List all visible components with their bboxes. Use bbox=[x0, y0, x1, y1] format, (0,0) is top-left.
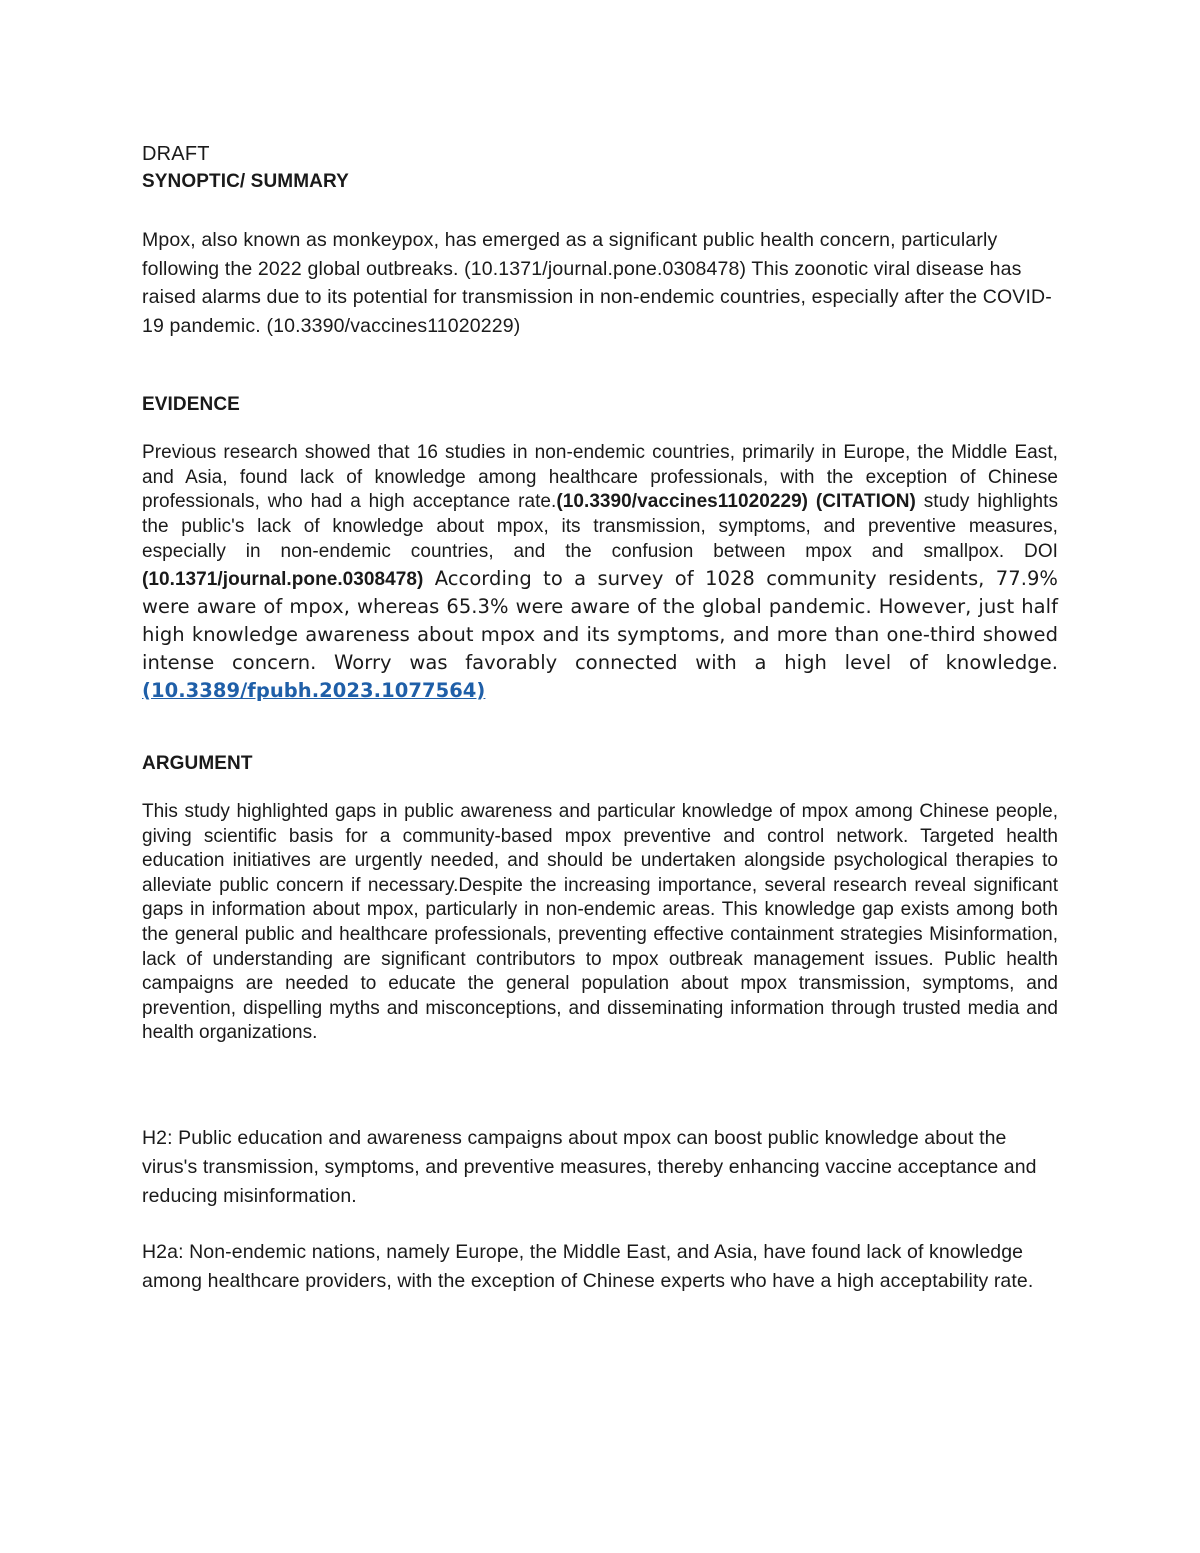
evidence-citation-2: (10.1371/journal.pone.0308478) bbox=[142, 568, 424, 590]
evidence-heading: EVIDENCE bbox=[142, 394, 240, 415]
evidence-citation-1: (10.3390/vaccines11020229) (CITATION) bbox=[556, 491, 916, 513]
hypothesis-h2: H2: Public education and awareness campaigns about mpox can boost public knowledge about the virus's transmission, symptoms, and preventive measures, thereby enhancing vaccine acceptance and reducing misinformation. bbox=[142, 1127, 1037, 1207]
draft-label: DRAFT bbox=[142, 143, 210, 165]
evidence-text-part3: According to a survey of 1028 community residents, 77.9% were aware of mpox, whereas 65.3% were aware of the global pandemic. However, just half high knowledge awareness about mpox and its symptoms, and more than one-third showed intense concern. Worry was favorably connected with a high level of knowledge. bbox=[142, 566, 1058, 674]
evidence-doi-link[interactable]: (10.3389/fpubh.2023.1077564) bbox=[142, 678, 486, 702]
argument-heading: ARGUMENT bbox=[142, 753, 253, 774]
summary-paragraph: Mpox, also known as monkeypox, has emerged as a significant public health concern, particularly following the 2022 global outbreaks. (10.1371/journal.pone.0308478) This zoonotic viral disease has raised alarms due to its potential for transmission in non-endemic countries, especially after the COVID-19 pandemic. (10.3390/vaccines11020229) bbox=[142, 229, 1052, 337]
argument-paragraph: This study highlighted gaps in public awareness and particular knowledge of mpox among Chinese people, giving scientific basis for a community-based mpox preventive and control network. Targeted health education initiatives are urgently needed, and should be undertaken alongside psychological therapies to alleviate public concern if necessary.Despite the increasing importance, several research reveal significant gaps in information about mpox, particularly in non-endemic areas. This knowledge gap exists among both the general public and healthcare professionals, preventing effective containment strategies Misinformation, lack of understanding are significant contributors to mpox outbreak management issues. Public health campaigns are needed to educate the general population about mpox transmission, symptoms, and prevention, dispelling myths and misconceptions, and disseminating information through trusted media and health organizations. bbox=[142, 801, 1058, 1044]
evidence-text-part1: Previous research showed that 16 studies in non-endemic countries, primarily in Europe, the Middle East, and Asia, found lack of knowledge among healthcare professionals, with the exception of Chinese professionals, who had a high acceptance rate. bbox=[142, 442, 1058, 513]
evidence-paragraph bbox=[142, 441, 1058, 705]
evidence-text-part2: study highlights the public's lack of knowledge about mpox, its transmission, symptoms, and preventive measures, especially in non-endemic countries, and the confusion between mpox and smallpox. DOI bbox=[142, 491, 1058, 562]
hypothesis-h2a: H2a: Non-endemic nations, namely Europe, the Middle East, and Asia, have found lack of knowledge among healthcare providers, with the exception of Chinese experts who have a high acceptability rate. bbox=[142, 1241, 1034, 1292]
synoptic-heading: SYNOPTIC/ SUMMARY bbox=[142, 171, 349, 192]
